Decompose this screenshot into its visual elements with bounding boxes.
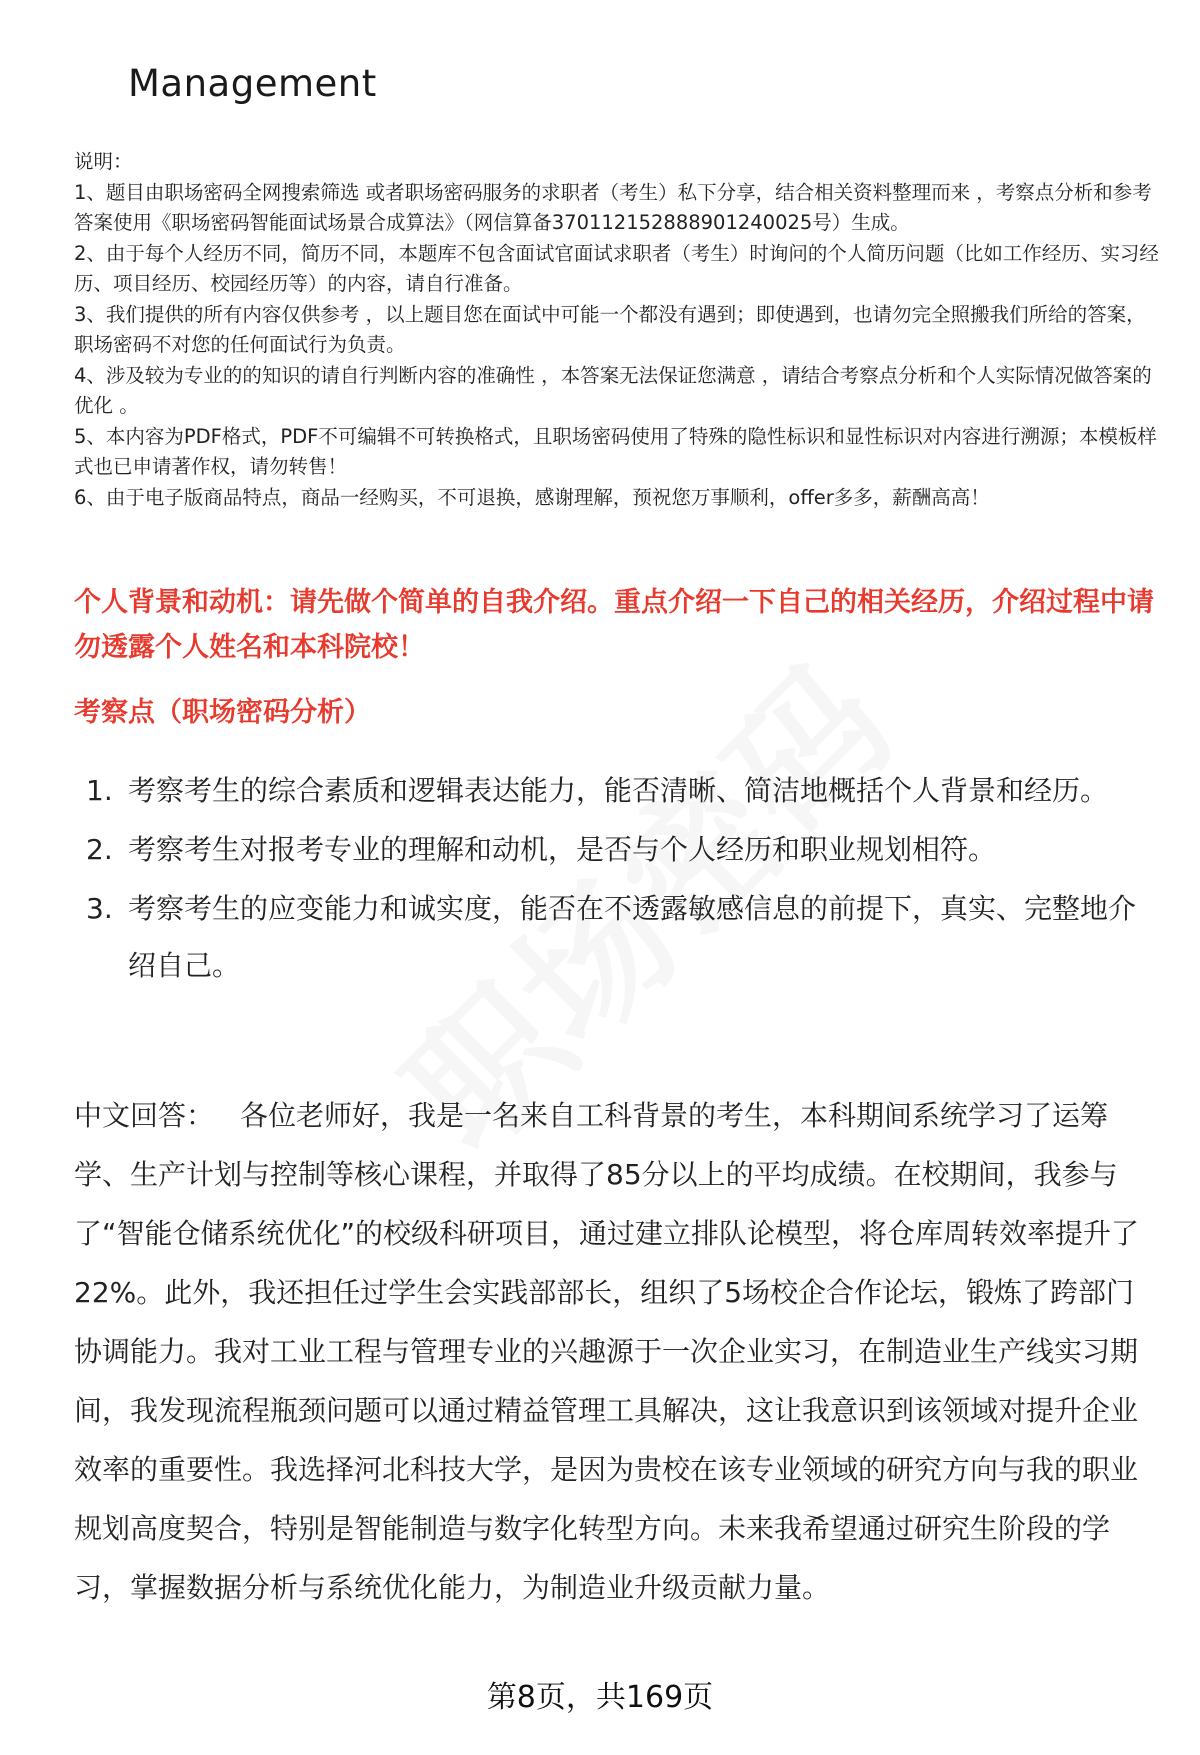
list-item — [74, 880, 1154, 994]
analysis-points-list — [74, 762, 1154, 996]
list-item-number: 2. — [86, 833, 113, 866]
list-item-number: 3. — [86, 892, 113, 925]
page-footer: 第8页，共169页 — [486, 1680, 714, 1715]
analysis-heading: 考察点（职场密码分析） — [74, 697, 371, 728]
list-item-text: 考察考生对报考专业的理解和动机，是否与个人经历和职业规划相符。 — [128, 833, 997, 866]
notes-item: 3、我们提供的所有内容仅供参考 ，以上题目您在面试中可能一个都没有遇到；即使遇到，也请勿完全照搬我们所给的答案，职场密码不对您的任何面试行为负责。 — [74, 302, 1146, 356]
page-header-title: Management — [128, 62, 377, 105]
notes-item: 5、本内容为PDF格式，PDF不可编辑不可转换格式，且职场密码使用了特殊的隐性标识和显性标识对内容进行溯源；本模板样式也已申请著作权，请勿转售！ — [74, 424, 1157, 478]
notes-item: 1、题目由职场密码全网搜索筛选 或者职场密码服务的求职者（考生）私下分享，结合相关资料整理而来 ，考察点分析和参考答案使用《职场密码智能面试场景合成算法》（网信算备370112152888901240025号）生成。 — [74, 180, 1152, 234]
list-item-text: 考察考生的综合素质和逻辑表达能力，能否清晰、简洁地概括个人背景和经历。 — [128, 774, 1109, 807]
notes-heading: 说明： — [74, 150, 133, 173]
answer-label: 中文回答： — [74, 1099, 215, 1132]
list-item — [74, 762, 1154, 819]
list-item — [74, 821, 1154, 878]
answer-section — [74, 1086, 1154, 1617]
notes-item: 4、涉及较为专业的的知识的请自行判断内容的准确性 ，本答案无法保证您满意 ，请结合考察点分析和个人实际情况做答案的优化 。 — [74, 363, 1152, 417]
question-text: 个人背景和动机：请先做个简单的自我介绍。重点介绍一下自己的相关经历，介绍过程中请勿透露个人姓名和本科院校！ — [74, 587, 1154, 663]
list-item-number: 1. — [86, 774, 113, 807]
notes-item: 2、由于每个人经历不同，简历不同，本题库不包含面试官面试求职者（考生）时询问的个人简历问题（比如工作经历、实习经历、项目经历、校园经历等）的内容，请自行准备。 — [74, 241, 1159, 295]
notes-item: 6、由于电子版商品特点，商品一经购买，不可退换，感谢理解，预祝您万事顺利，offer多多，薪酬高高！ — [74, 485, 990, 509]
list-item-text: 考察考生的应变能力和诚实度，能否在不透露敏感信息的前提下，真实、完整地介绍自己。 — [128, 892, 1137, 982]
notes-section — [74, 147, 1162, 513]
answer-text: 各位老师好，我是一名来自工科背景的考生，本科期间系统学习了运筹学、生产计划与控制等核心课程，并取得了85分以上的平均成绩。在校期间，我参与了“智能仓储系统优化”的校级科研项目，通过建立排队论模型，将仓库周转效率提升了22%。此外，我还担任过学生会实践部部长，组织了5场校企合作论坛，锻炼了跨部门协调能力。我对工业工程与管理专业的兴趣源于一次企业实习，在制造业生产线实习期间，我发现流程瓶颈问题可以通过精益管理工具解决，这让我意识到该领域对提升企业效率的重要性。我选择河北科技大学，是因为贵校在该专业领域的研究方向与我的职业规划高度契合，特别是智能制造与数字化转型方向。未来我希望通过研究生阶段的学习，掌握数据分析与系统优化能力，为制造业升级贡献力量。 — [74, 1099, 1140, 1604]
